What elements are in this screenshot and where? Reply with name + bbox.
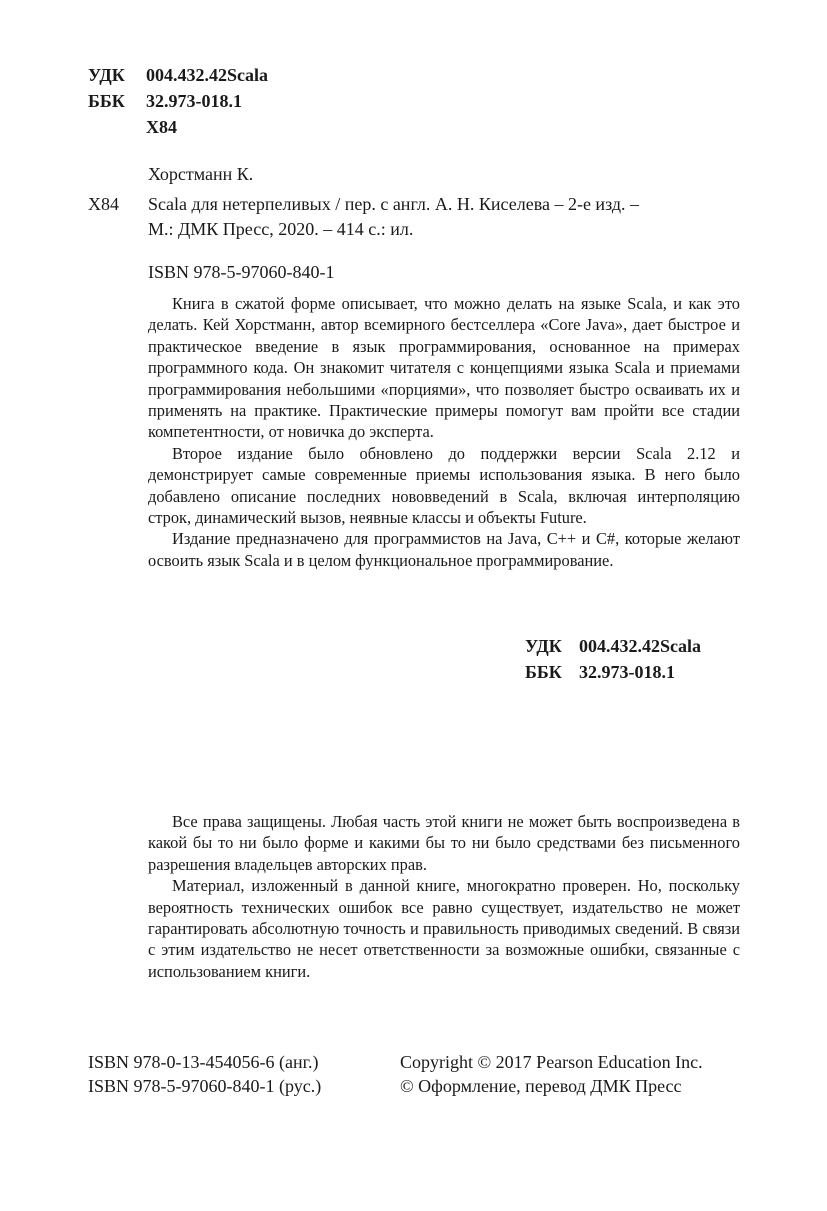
- abstract: [148, 293, 740, 571]
- udk-row: [88, 62, 268, 88]
- cutter-row: [88, 114, 268, 140]
- cutter-mark: Х84: [88, 194, 119, 214]
- isbn-main: ISBN 978-5-97060-840-1: [148, 262, 335, 282]
- classification-block-bottom: [525, 633, 701, 685]
- abstract-paragraph-2: Второе издание было обновлено до поддержки версии Scala 2.12 и демонстрирует самые современные приемы использования языка. В него было добавлено описание последних нововведений в Scala, включая интерполяцию строк, динамический вызов, неявные классы и объекты Future.: [148, 443, 740, 528]
- author-name: Хорстманн К.: [148, 164, 254, 184]
- bibliographic-line-2: М.: ДМК Пресс, 2020. – 414 с.: ил.: [148, 219, 414, 239]
- bbk-row: [88, 88, 268, 114]
- bbk-value-bottom: 32.973-018.1: [579, 662, 675, 682]
- isbn-english: ISBN 978-0-13-454056-6 (анг.): [88, 1052, 319, 1072]
- copyright-list: [400, 1050, 703, 1098]
- udk-value-bottom: 004.432.42Scala: [579, 636, 702, 656]
- udk-label: УДК: [88, 65, 125, 85]
- bibliographic-line-1: Scala для нетерпеливых / пер. с англ. А. Н. Киселева – 2-е изд. –: [148, 194, 640, 214]
- bbk-label: ББК: [88, 91, 125, 111]
- rights-paragraph-2: Материал, изложенный в данной книге, многократно проверен. Но, поскольку вероятность технических ошибок все равно существует, издательство не может гарантировать абсолютную точность и правильность приводимых сведений. В связи с этим издательство не несет ответственности за возможные ошибки, связанные с использованием книги.: [148, 876, 740, 981]
- isbn-russian: ISBN 978-5-97060-840-1 (рус.): [88, 1076, 322, 1096]
- abstract-paragraph-1: Книга в сжатой форме описывает, что можно делать на языке Scala, и как это делать. Кей Хорстманн, автор всемирного бестселлера «Core Java», дает быстрое и практическое введение в язык программирования, основанное на примерах программного кода. Он знакомит читателя с концепциями языка Scala и приемами программирования небольшими «порциями», что позволяет быстро осваивать их и применять на практике. Практические примеры помогут вам пройти все стадии компетентности, от новичка до эксперта.: [148, 294, 740, 442]
- bibliographic-description: [148, 192, 742, 242]
- bbk-row-bottom: [525, 659, 701, 685]
- cutter-value: Х84: [146, 117, 177, 137]
- copyright-dmk: © Оформление, перевод ДМК Пресс: [400, 1076, 682, 1096]
- bbk-value: 32.973-018.1: [146, 91, 242, 111]
- abstract-paragraph-3: Издание предназначено для программистов на Java, C++ и C#, которые желают освоить язык Scala и в целом функциональное программирование.: [148, 529, 740, 570]
- rights-notice: [148, 811, 740, 982]
- copyright-pearson: Copyright © 2017 Pearson Education Inc.: [400, 1052, 703, 1072]
- isbn-list: [88, 1050, 321, 1098]
- bbk-label-bottom: ББК: [525, 662, 562, 682]
- udk-label-bottom: УДК: [525, 636, 562, 656]
- udk-value: 004.432.42Scala: [146, 65, 269, 85]
- classification-block-top: [88, 62, 268, 140]
- rights-paragraph-1: Все права защищены. Любая часть этой книги не может быть воспроизведена в какой бы то ни было форме и какими бы то ни было средствами без письменного разрешения владельцев авторских прав.: [148, 812, 740, 874]
- udk-row-bottom: [525, 633, 701, 659]
